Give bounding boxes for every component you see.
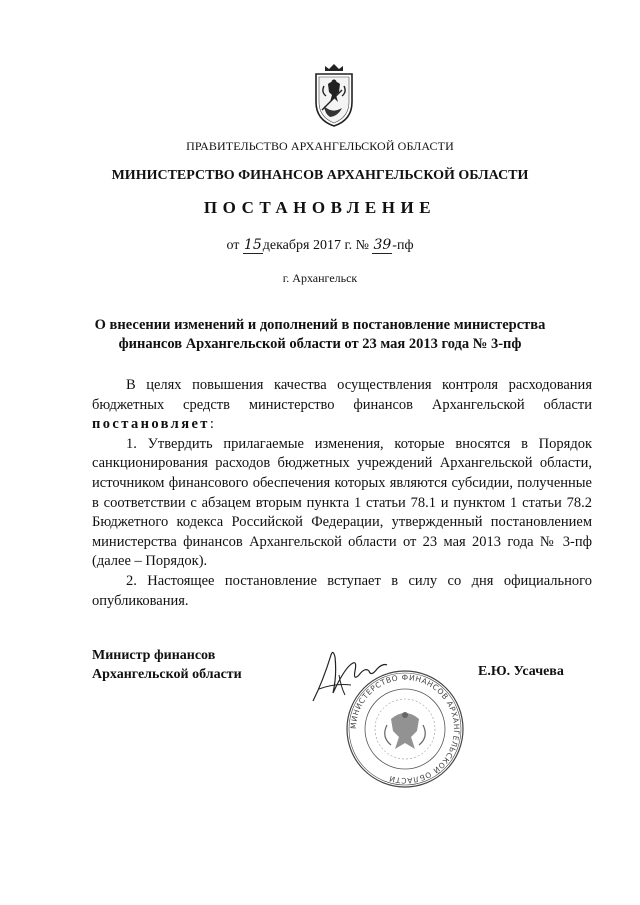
intro-paragraph [92,376,592,435]
position-line-2: Архангельской области [92,667,242,682]
document-date-number [0,237,640,254]
document-subject [70,316,570,354]
date-rest: декабря 2017 г. № [262,238,369,253]
ministry-name: МИНИСТЕРСТВО ФИНАНСОВ АРХАНГЕЛЬСКОЙ ОБЛАСТИ [111,168,529,183]
government-name: ПРАВИТЕЛЬСТВО АРХАНГЕЛЬСКОЙ ОБЛАСТИ [186,139,454,153]
document-body [92,376,592,611]
stamp-ring-text: МИНИСТЕРСТВО ФИНАНСОВ АРХАНГЕЛЬСКОЙ ОБЛАСТИ [348,672,462,786]
item-1: 1. Утвердить прилагаемые изменения, которые вносятся в Порядок санкционирования расходов бюджетных учреждений Архангельской области, источником финансового обеспечения которых являются субсидии, полученные в соответствии с абзацем вторым пункта 1 статьи 78.1 и пунктом 1 статьи 78.2 Бюджетного кодекса Российской Федерации, утвержденный постановлением министерства финансов Архангельской области от 23 мая 2013 года № 3-пф (далее – Порядок). [92,435,592,570]
subject-line-2: финансов Архангельской области от 23 мая 2013 года № 3-пф [118,336,522,352]
date-prefix: от [226,238,240,253]
handwritten-day: 15 [243,237,262,253]
official-stamp [343,667,467,791]
position-line-1: Министр финансов [92,648,216,663]
signatory-name: Е.Ю. Усачева [478,664,564,679]
signatory-position [92,646,242,684]
item-2: 2. Настоящее постановление вступает в силу со дня официального опубликования. [92,572,592,609]
subject-line-1: О внесении изменений и дополнений в постановление министерства [94,317,546,333]
number-suffix: -пф [392,238,414,253]
document-title: ПОСТАНОВЛЕНИЕ [203,198,437,217]
decree-word: постановляет [92,416,210,433]
handwritten-number: 39 [373,237,392,253]
coat-of-arms-icon [312,62,356,128]
intro-text: В целях повышения качества осуществления контроля расходования бюджетных средств министерство финансов Архангельской области [92,377,592,413]
decree-colon: : [209,416,214,433]
city: г. Архангельск [282,271,358,285]
